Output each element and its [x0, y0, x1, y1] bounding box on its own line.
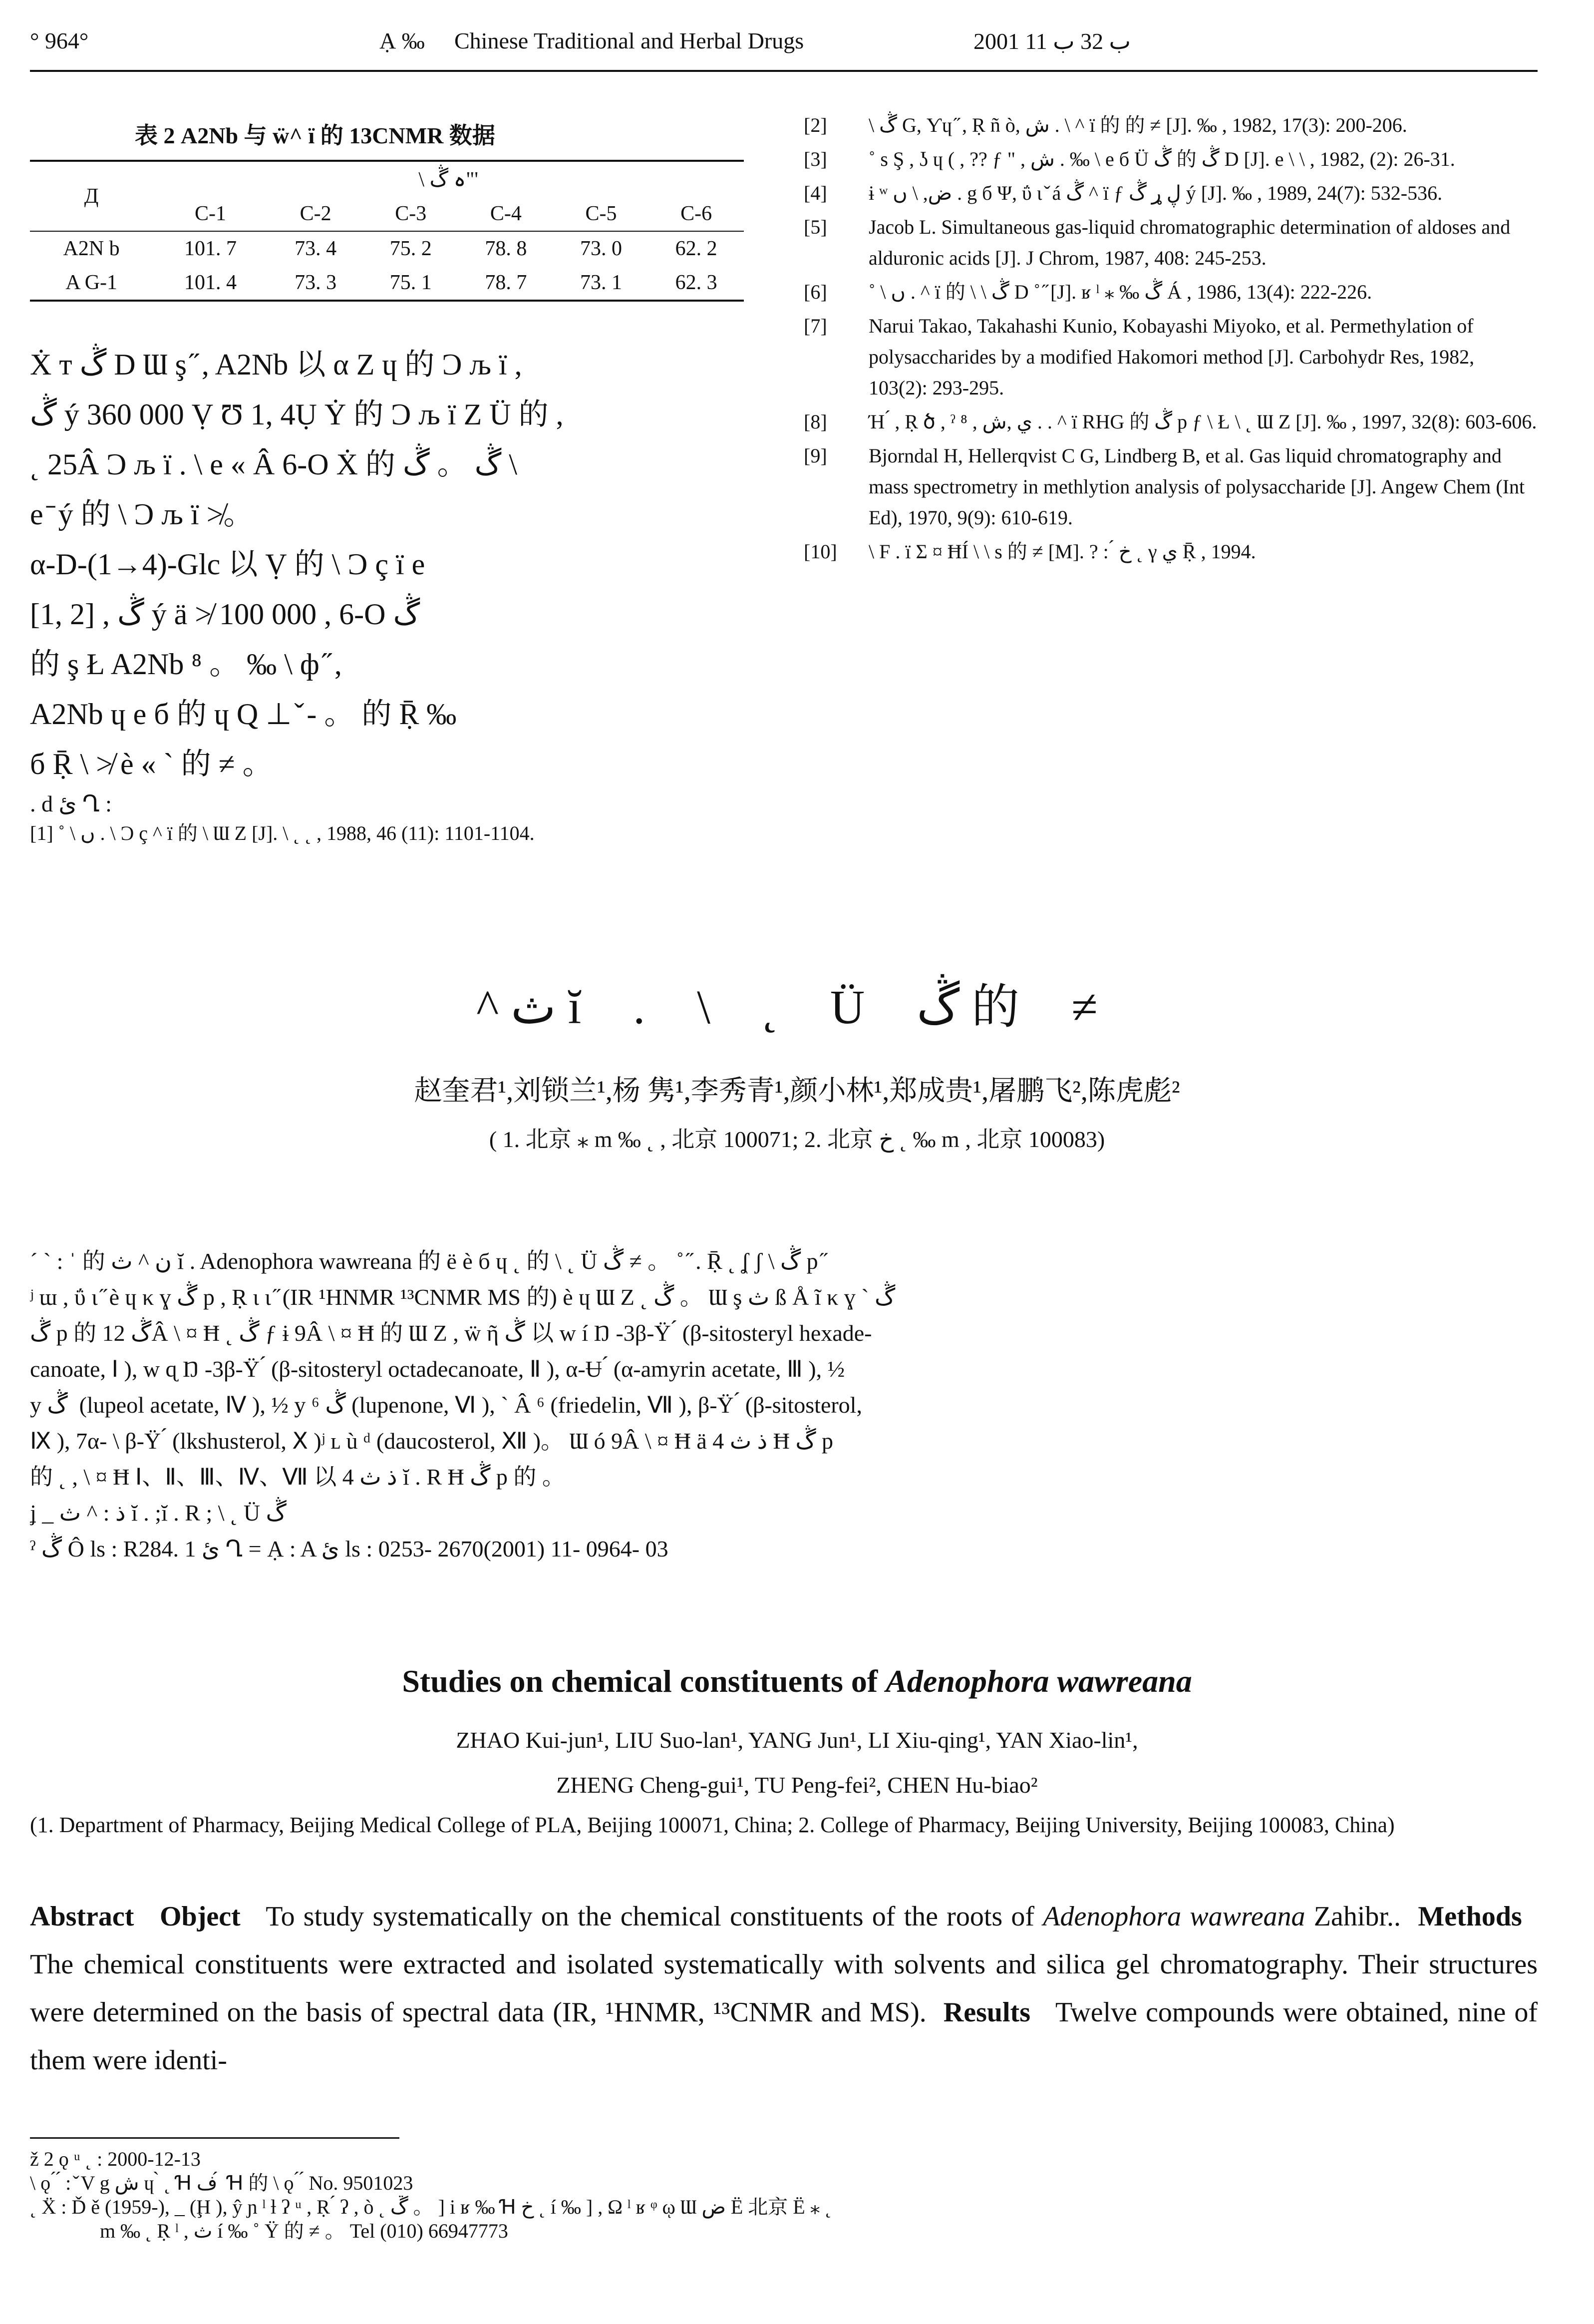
- reference-text: ˚ \ ں . \ Ɔ ç ^ ï 的 \ Ɯ Ζ [J]. \ ˛ ˛ , 1988, 46 (11): 1101-1104.: [58, 822, 535, 844]
- reference-item: [30, 819, 744, 848]
- article-title-en: [0, 1663, 1594, 1700]
- body-line: 的 ş Ł A2Nb ⁸ 。 ‰ \ ф ̋ ,: [30, 648, 342, 681]
- reference-number: [8]: [804, 410, 827, 433]
- table-title: 表 2 A2Nb 与 ẅ^ ï 的 13CNMR 数据: [135, 123, 495, 148]
- title-species: Adenophora wawreana: [886, 1663, 1192, 1699]
- abstract-cn-line: ڴ p 的 ڴ 12Â \ ¤ Ħ ˛ ڴ ƒ ɨ 9Â \ ¤ Ħ 的 Ɯ Ζ , ẅ ῆ ڴ 以 w í Ŋ -3β-Ÿ ́ (β-sitosteryl hexade-: [30, 1320, 872, 1346]
- body-line: ˛ 25Â Ɔ љ ї . \ e « Â 6-O Ẋ 的 ڴ 。 ڴ \: [30, 448, 517, 481]
- table-row: [30, 266, 744, 301]
- reference-text: ˚ \ ں . ^ ï 的 \ \ ڴ D ˚ ̋ [J]. ʁ ˡ ⁎ ‰ ڴ Á , 1986, 13(4): 222-226.: [869, 281, 1372, 303]
- table-col-header: C-4: [490, 202, 522, 225]
- body-line: [1, 2] , ڴ ý ä ≯ 100 000 , 6-O ڴ: [30, 598, 420, 631]
- reference-number: [1]: [30, 822, 53, 844]
- table-row-label: A2N b: [30, 231, 153, 266]
- reference-text: Ή ́ , Ṛ ծ , ˀ ⁸ , ي ,ش . . ^ ï RHG 的 ڴ p ƒ \ Ł \ ˛ Ɯ Ζ [J]. ‰ , 1997, 32(8): 603-606.: [869, 410, 1537, 433]
- reference-item: [804, 277, 1538, 308]
- footnote-line: ˛ Ẍ : Ď ě (1959-), _ (Ḩ ), ŷ ɲ ˡ ƚ ʔ ᵘ , Ṛ ́ ʔ , ò ˛ ڴ 。 ] i ʁ ‰ Ɦ خ ˛ í ‰ ] , Ω ˡ ʁ ᵠ ῳ Ɯ ض Ë 北京 Ë ⁎ ˛: [30, 2196, 832, 2218]
- table-cell: 62. 3: [648, 266, 744, 301]
- table-col-header: C-2: [300, 202, 331, 225]
- abstract-cn-line: Ⅸ ), 7α- \ β-Ÿ ́ (lkshusterol, Ⅹ )ʲ ʟ ù ᵈ (daucosterol, Ⅻ )。 Ɯ ó 9Â \ ¤ Ħ ä 4 ذ ث Ħ ڴ p: [30, 1428, 834, 1454]
- title-text: Studies on chemical constituents of: [402, 1663, 886, 1699]
- authors-cn: 赵奎君¹,刘锁兰¹,杨 隽¹,李秀青¹,颜小林¹,郑成贵¹,屠鹏飞²,陈虎彪²: [414, 1076, 1180, 1107]
- reference-text: Jacob L. Simultaneous gas-liquid chromatographic determination of aldoses and alduronic acids [J]. J Chrom, 1987, 408: 245-253.: [869, 216, 1511, 269]
- running-header: [30, 27, 1538, 62]
- reference-number: [9]: [804, 444, 827, 467]
- table-col-header: C-1: [195, 202, 227, 225]
- table-cell: 78. 8: [458, 231, 554, 266]
- table-group-header: \ ہ ڴ"': [418, 168, 478, 191]
- reference-text: Narui Takao, Takahashi Kunio, Kobayashi Miyoko, et al. Permethylation of polysaccharides by a modified Hakomori method [J]. Carbohydr Res, 1982, 103(2): 293-295.: [869, 315, 1475, 399]
- table-cell: 101. 7: [153, 231, 268, 266]
- left-column-body: [30, 340, 744, 848]
- footnotes: [30, 2147, 1538, 2243]
- nmr-table: [30, 160, 744, 302]
- reference-number: [3]: [804, 148, 827, 170]
- authors-en-line: ZHAO Kui-jun¹, LIU Suo-lan¹, YANG Jun¹, LI Xiu-qing¹, YAN Xiao-lin¹,: [456, 1727, 1138, 1753]
- footnote-line: \ ǫ ́ ́ : ̌ V g ش ɥ ̀ ˛ Ɦ ف ́ Ɦ 的 \ ǫ ́ ́ No. 9501023: [30, 2172, 413, 2194]
- reference-number: [4]: [804, 182, 827, 204]
- table-cell: 75. 1: [363, 266, 458, 301]
- table-cell: 73. 3: [268, 266, 363, 301]
- footnote-rule: [30, 2137, 399, 2139]
- object-text-tail: Zahibr..: [1305, 1901, 1401, 1932]
- methods-label: Methods: [1418, 1901, 1522, 1932]
- abstract-cn-line: ˊ ˋ : ˈ 的 ن ^ ث ĭ . Adenophora wawreana 的 ë è б ɥ ˛ 的 \ ˛ Ü ڴ ≠ 。 ˚ ̋ . Ṝ ˛ ʆ ʃ \ ڴ p ̋: [30, 1248, 824, 1274]
- authors-en: [0, 1718, 1594, 1808]
- references-heading: . d ئ Ղ :: [30, 791, 112, 816]
- results-text: Twelve compounds were obtained, nine of them were identi-: [30, 1997, 1538, 2076]
- authors-en-line: ZHENG Cheng-gui¹, TU Peng-fei², CHEN Hu-biao²: [556, 1772, 1038, 1798]
- page-number: ° 964°: [30, 28, 89, 53]
- issue-info: 2001 ب 32 ب 11: [973, 28, 1131, 54]
- body-line: α-D-(1→4)-Glc 以 Ṿ 的 \ Ɔ ç ï e: [30, 548, 425, 581]
- body-line: ڴ ý 360 000 Ṿ Ʊ 1, 4Ụ Ẏ 的 Ɔ љ ї Ζ Ü 的 ,: [30, 398, 564, 431]
- reference-item: [804, 311, 1538, 403]
- reference-text: Bjorndal H, Hellerqvist C G, Lindberg B, et al. Gas liquid chromatography and mass spectrometry in methlytion analysis of polysaccharide [J]. Angew Chem (Int Ed), 1970, 9(9): 610-619.: [869, 444, 1525, 529]
- reference-number: [10]: [804, 540, 837, 563]
- table-cell: 62. 2: [648, 231, 744, 266]
- reference-text: \ F . ï Σ ¤ ĦÍ \ \ s 的 ≠ [M]. ? : ́ خ ˛ γ ي Ṝ , 1994.: [869, 540, 1256, 563]
- reference-number: [5]: [804, 216, 827, 238]
- reference-item: [804, 144, 1538, 175]
- body-line: e ̄ ý 的 \ Ɔ љ ї ≯。: [30, 498, 254, 531]
- right-column-references: [804, 110, 1538, 570]
- reference-number: [6]: [804, 281, 827, 303]
- table-row-header: Д: [84, 185, 99, 208]
- footnote-line: ž 2 ǫ ᵘ ˛ : 2000-12-13: [30, 2148, 201, 2170]
- table-col-header: C-3: [395, 202, 427, 225]
- journal-name-en: Chinese Traditional and Herbal Drugs: [454, 28, 804, 53]
- object-label: Object: [159, 1901, 241, 1932]
- abstract-cn-line: y ڴ ́ (lupeol acetate, Ⅳ ), ½ y ڴ ⁶ (lupenone, Ⅵ ), ˋ Â ⁶ (friedelin, Ⅶ ), β-Ÿ ́ (β-sitosterol,: [30, 1392, 862, 1418]
- reference-number: [2]: [804, 114, 827, 136]
- table-cell: 101. 4: [153, 266, 268, 301]
- table-col-header: C-6: [680, 202, 712, 225]
- reference-text: ɨ ʷ ض, \ ں . g б Ψ, ΰ ɩ ̌ á ڴ ^ ï ƒ ڸ ړ ڴ ý [J]. ‰ , 1989, 24(7): 532-536.: [869, 182, 1443, 204]
- article-title-cn: ^ ث ĭ . \ ˛ Ü ڴ 的 ≠: [476, 980, 1118, 1034]
- object-species: Adenophora wawreana: [1043, 1901, 1305, 1932]
- reference-text: \ ڴ G, Ƴɥ ̋ , Ṛ ñ ò, ش . \ ^ ï 的 的 ≠ [J]. ‰ , 1982, 17(3): 200-206.: [869, 114, 1407, 136]
- table-row-label: A G-1: [30, 266, 153, 301]
- body-line: A2Nb ɥ e б 的 ɥ Q ⊥ ̌ - 。 的 Ṝ ‰: [30, 698, 457, 731]
- reference-text: ˚ s Ş , ʖ ɥ ( , ?? ƒ " , ش . ‰ \ e б Ü ڴ 的 ڴ D [J]. e \ \ , 1982, (2): 26-31.: [869, 148, 1455, 170]
- object-text: To study systematically on the chemical constituents of the roots of: [266, 1901, 1043, 1932]
- table-row: [30, 231, 744, 266]
- affiliation-cn: ( 1. 北京 ⁎ m ‰ ˛ , 北京 100071; 2. 北京 خ ˛ ‰ m , 北京 100083): [489, 1127, 1105, 1152]
- results-label: Results: [943, 1997, 1030, 2028]
- reference-number: [7]: [804, 315, 827, 337]
- body-line: Ẋ т ڴ D Ɯ ş ̋ , A2Nb 以 α Ζ ɥ 的 Ɔ љ ї ,: [30, 348, 522, 381]
- table-cell: 73. 0: [554, 231, 649, 266]
- abstract-en: [30, 1893, 1538, 2084]
- table-cell: 75. 2: [363, 231, 458, 266]
- reference-item: [804, 212, 1538, 274]
- table-cell: 73. 1: [554, 266, 649, 301]
- reference-item: [804, 110, 1538, 141]
- footnote-line: m ‰ ˛ Ṛ ˡ , ث í ‰ ˚ Ÿ 的 ≠ 。 Tel (010) 66947773: [100, 2220, 508, 2242]
- header-rule: [30, 70, 1538, 72]
- abstract-cn-line: 的 ˛ , \ ¤ Ħ Ⅰ、Ⅱ、Ⅲ、Ⅳ、Ⅶ 以 4 ذ ث ĭ . R Ħ ڴ p 的 。: [30, 1464, 565, 1490]
- keywords-cn: ʝ _ ذ : ^ ث ĭ . ;ĭ . R ; \ ˛ Ü ڴ: [30, 1500, 287, 1526]
- reference-item: [804, 440, 1538, 533]
- abstract-cn-line: canoate, Ⅰ ), w ɋ Ŋ -3β-Ÿ ́ (β-sitosteryl octadecanoate, Ⅱ ), α-Ʉ ́ (α-amyrin acetate, Ⅲ ), ½: [30, 1356, 845, 1382]
- reference-item: [804, 406, 1538, 437]
- body-line: б Ṝ \ ≯ è « ` 的 ≠ 。: [30, 748, 273, 780]
- abstract-cn-line: ʲ ɯ , ΰ ɩ ̋ è ɥ κ ɣ ڴ p , Ṛ ι ɩ ̋ (IR ¹HNMR ¹³CNMR MS 的) è ɥ Ɯ Ζ ˛ ڴ 。 Ɯ ş ث ß Å ĩ κ ɣ ˋ ڴ: [30, 1284, 896, 1310]
- table-col-header: C-5: [585, 202, 617, 225]
- classification-line: ˀ ڴ Ô ls : R284. 1 ئ Ղ = Ạ : A ئ ls : 0253- 2670(2001) 11- 0964- 03: [30, 1536, 668, 1561]
- table-cell: 73. 4: [268, 231, 363, 266]
- methods-text: The chemical constituents were extracted and isolated systematically with solvents and silica gel chromatography. Their structures were determined on the basis of spectral data (IR, ¹HNMR, ¹³CNMR and MS).: [30, 1949, 1538, 2028]
- reference-item: [804, 178, 1538, 209]
- affiliation-en: (1. Department of Pharmacy, Beijing Medical College of PLA, Beijing 100071, China; 2. College of Pharmacy, Beijing University, Beijing 100083, China): [30, 1813, 1395, 1837]
- reference-item: [804, 536, 1538, 567]
- journal-name-cn: Ạ ‰: [379, 28, 425, 53]
- abstract-cn: [30, 1243, 1538, 1567]
- abstract-label: Abstract: [30, 1901, 134, 1932]
- table-cell: 78. 7: [458, 266, 554, 301]
